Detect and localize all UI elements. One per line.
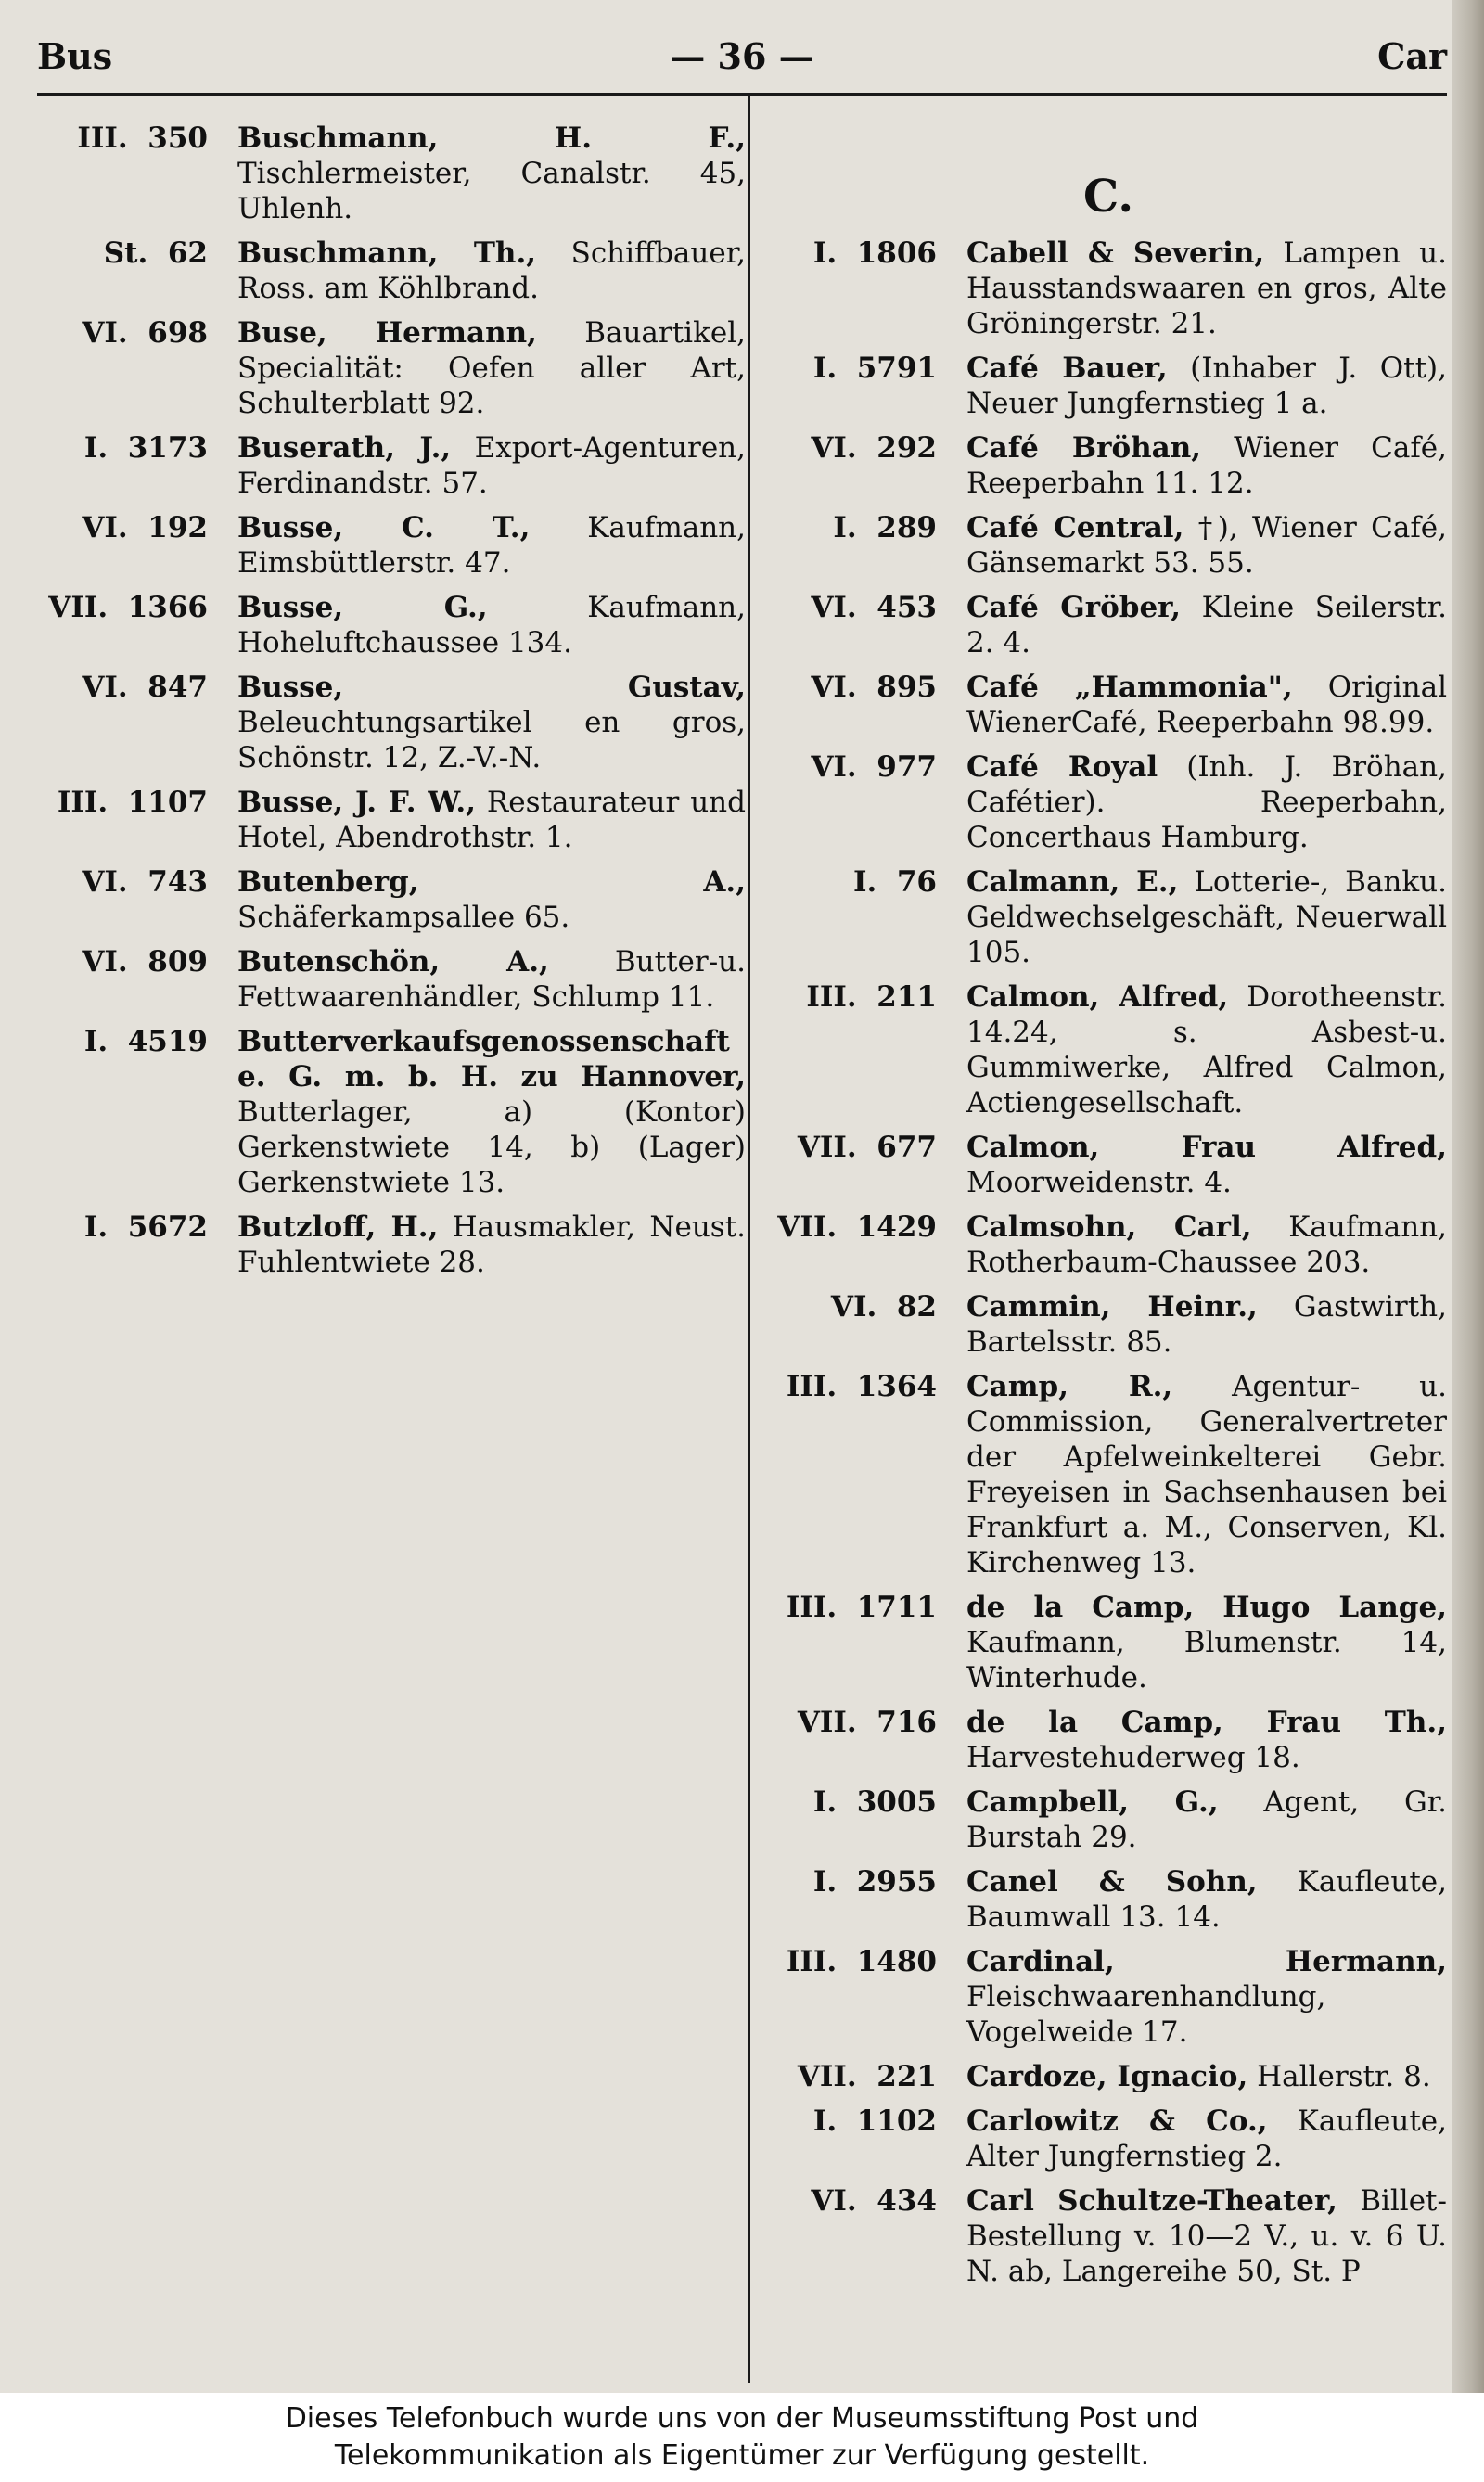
phone-number: 3173 xyxy=(127,431,208,465)
directory-entry xyxy=(770,979,1447,1120)
subscriber-name: Cardinal, Hermann, xyxy=(966,1945,1447,1978)
exchange-and-number xyxy=(770,670,937,705)
phone-number: 1366 xyxy=(127,591,208,624)
exchange-class: VI. xyxy=(830,1290,877,1324)
entry-text xyxy=(237,944,746,1015)
subscriber-name: Calmon, Alfred, xyxy=(966,980,1229,1014)
subscriber-details: Dorotheenstr. 14.24, s. Asbest-u. Gummiwerke, Alfred Calmon, Actiengesellschaft. xyxy=(966,980,1447,1119)
phone-number: 292 xyxy=(876,431,937,465)
subscriber-name: Carl Schultze-Theater, xyxy=(966,2184,1337,2218)
subscriber-details: Harvestehuderweg 18. xyxy=(966,1741,1300,1774)
exchange-class: VI. xyxy=(82,865,128,899)
entry-text xyxy=(966,510,1447,581)
exchange-and-number xyxy=(770,864,937,900)
phone-number: 4519 xyxy=(127,1025,208,1058)
entry-text xyxy=(237,315,746,421)
exchange-and-number xyxy=(41,864,208,900)
directory-entry xyxy=(770,430,1447,501)
subscriber-details: †), Wiener Café, Gänsemarkt 53. 55. xyxy=(966,511,1447,580)
exchange-class: III. xyxy=(806,980,857,1014)
page-header xyxy=(37,35,1447,91)
directory-entry xyxy=(770,2104,1447,2174)
entry-text xyxy=(966,749,1447,855)
subscriber-details: Kaufmann, Rotherbaum-Chaussee 203. xyxy=(966,1210,1447,1279)
phone-number: 809 xyxy=(147,945,208,979)
entry-text xyxy=(966,236,1447,341)
entry-text xyxy=(966,2059,1447,2094)
directory-entry xyxy=(770,1864,1447,1935)
entry-text xyxy=(966,1785,1447,1855)
entry-text xyxy=(966,590,1447,660)
directory-entry xyxy=(770,351,1447,421)
subscriber-details: Lampen u. Hausstandswaaren en gros, Alte Gröningerstr. 21. xyxy=(966,237,1447,340)
exchange-class: I. xyxy=(812,237,838,270)
directory-entry xyxy=(41,315,746,421)
exchange-class: VI. xyxy=(811,2184,857,2218)
directory-entry xyxy=(770,864,1447,970)
subscriber-details: Restaurateur und Hotel, Abendrothstr. 1. xyxy=(237,786,746,854)
exchange-and-number xyxy=(770,2104,937,2139)
directory-entry xyxy=(770,1590,1447,1695)
subscriber-name: Calmsohn, Carl, xyxy=(966,1210,1252,1244)
subscriber-details: Hallerstr. 8. xyxy=(1257,2060,1431,2093)
entry-text xyxy=(237,430,746,501)
page-number: — 36 — xyxy=(670,35,814,77)
directory-entry xyxy=(41,670,746,775)
subscriber-name: Busse, J. F. W., xyxy=(237,786,476,819)
entry-text xyxy=(237,510,746,581)
subscriber-details: Kaufmann, Eimsbüttlerstr. 47. xyxy=(237,511,746,580)
exchange-class: VI. xyxy=(82,511,128,544)
exchange-and-number xyxy=(770,1705,937,1740)
exchange-class: III. xyxy=(786,1591,838,1624)
phone-number: 1102 xyxy=(856,2105,937,2138)
exchange-class: VII. xyxy=(797,2060,857,2093)
subscriber-name: de la Camp, Frau Th., xyxy=(966,1706,1447,1739)
exchange-and-number xyxy=(41,670,208,705)
exchange-and-number xyxy=(770,2183,937,2219)
exchange-and-number xyxy=(41,236,208,271)
directory-entry xyxy=(41,510,746,581)
attribution-footer xyxy=(0,2393,1484,2482)
directory-entry xyxy=(770,749,1447,855)
exchange-class: I. xyxy=(852,865,877,899)
directory-entry xyxy=(770,670,1447,740)
phone-number: 350 xyxy=(147,122,208,155)
subscriber-details: Wiener Café, Reeperbahn 11. 12. xyxy=(966,431,1448,500)
phone-number: 1429 xyxy=(856,1210,937,1244)
directory-entry xyxy=(41,236,746,306)
exchange-class: I. xyxy=(833,511,857,544)
entry-text xyxy=(237,590,746,660)
entry-text xyxy=(966,351,1447,421)
subscriber-details: Lotterie-, Banku. Geldwechselgeschäft, Neuerwall 105. xyxy=(966,865,1447,969)
subscriber-name: Cammin, Heinr., xyxy=(966,1290,1258,1324)
exchange-and-number xyxy=(770,510,937,545)
directory-entry xyxy=(770,2059,1447,2094)
directory-entry xyxy=(41,864,746,935)
entry-text xyxy=(966,1590,1447,1695)
exchange-and-number xyxy=(770,1590,937,1625)
subscriber-name: Campbell, G., xyxy=(966,1785,1219,1819)
entry-text xyxy=(966,670,1447,740)
phone-number: 5791 xyxy=(856,352,937,385)
exchange-and-number xyxy=(770,1130,937,1165)
phone-number: 677 xyxy=(876,1131,937,1164)
phone-number: 434 xyxy=(876,2184,937,2218)
subscriber-details: Butter-u. Fettwaarenhändler, Schlump 11. xyxy=(237,945,746,1014)
exchange-and-number xyxy=(41,315,208,351)
exchange-class: III. xyxy=(786,1370,838,1403)
subscriber-details: (Inh. J. Bröhan, Cafétier). Reeperbahn, Concerthaus Hamburg. xyxy=(966,750,1447,854)
phone-number: 221 xyxy=(876,2060,937,2093)
phone-number: 192 xyxy=(147,511,208,544)
phone-number: 698 xyxy=(147,316,208,350)
section-letter: C. xyxy=(1082,171,1134,223)
exchange-class: VI. xyxy=(82,945,128,979)
subscriber-name: Camp, R., xyxy=(966,1370,1173,1403)
exchange-and-number xyxy=(41,590,208,625)
subscriber-name: Buschmann, Th., xyxy=(237,237,537,270)
subscriber-details: Schiffbauer, Ross. am Köhlbrand. xyxy=(237,237,746,305)
directory-entry xyxy=(41,944,746,1015)
phone-number: 62 xyxy=(167,237,208,270)
directory-entry xyxy=(41,1209,746,1280)
phone-number: 76 xyxy=(896,865,937,899)
entry-text xyxy=(237,785,746,855)
exchange-and-number xyxy=(41,121,208,156)
phone-number: 977 xyxy=(876,750,937,784)
phone-number: 847 xyxy=(147,671,208,704)
exchange-and-number xyxy=(41,1209,208,1245)
exchange-class: III. xyxy=(57,786,109,819)
exchange-and-number xyxy=(41,785,208,820)
exchange-and-number xyxy=(770,2059,937,2094)
footer-line-1: Dieses Telefonbuch wurde uns von der Museumsstiftung Post und xyxy=(285,2402,1199,2435)
entry-text xyxy=(237,1024,746,1200)
directory-entry xyxy=(41,785,746,855)
subscriber-name: Buserath, J., xyxy=(237,431,452,465)
subscriber-details: Agent, Gr. Burstah 29. xyxy=(966,1785,1447,1854)
exchange-and-number xyxy=(770,1785,937,1820)
exchange-class: III. xyxy=(786,1945,838,1978)
directory-entry xyxy=(770,1944,1447,2050)
directory-entry xyxy=(41,121,746,226)
subscriber-details: Kaufmann, Hoheluftchaussee 134. xyxy=(237,591,746,659)
subscriber-name: Butzloff, H., xyxy=(237,1210,439,1244)
exchange-and-number xyxy=(41,944,208,979)
page-edge xyxy=(1452,0,1484,2393)
header-left-keyword: Bus xyxy=(37,35,113,77)
subscriber-details: Export-Agenturen, Ferdinandstr. 57. xyxy=(237,431,746,500)
exchange-class: I. xyxy=(812,2105,838,2138)
exchange-class: III. xyxy=(77,122,128,155)
exchange-class: VII. xyxy=(797,1706,857,1739)
subscriber-name: Busse, Gustav, xyxy=(237,671,746,704)
exchange-and-number xyxy=(770,351,937,386)
directory-entry xyxy=(770,1785,1447,1855)
exchange-class: I. xyxy=(812,1865,838,1899)
subscriber-name: Café „Hammonia", xyxy=(966,671,1293,704)
exchange-class: I. xyxy=(83,1210,109,1244)
exchange-and-number xyxy=(770,1369,937,1404)
subscriber-details: Kaufleute, Alter Jungfernstieg 2. xyxy=(966,2105,1447,2173)
subscriber-name: Calmann, E., xyxy=(966,865,1179,899)
directory-entry xyxy=(41,430,746,501)
subscriber-name: Calmon, Frau Alfred, xyxy=(966,1131,1447,1164)
subscriber-name: Busse, C. T., xyxy=(237,511,531,544)
subscriber-details: Gastwirth, Bartelsstr. 85. xyxy=(966,1290,1447,1359)
entry-text xyxy=(966,1289,1447,1360)
directory-entry xyxy=(770,236,1447,341)
entry-text xyxy=(966,1864,1447,1935)
phone-number: 2955 xyxy=(856,1865,937,1899)
subscriber-details: Bauartikel, Specialität: Oefen aller Art, Schulterblatt 92. xyxy=(237,316,746,420)
header-rule xyxy=(37,93,1447,96)
exchange-and-number xyxy=(770,1209,937,1245)
phone-number: 453 xyxy=(876,591,937,624)
entry-text xyxy=(237,121,746,226)
exchange-and-number xyxy=(41,430,208,466)
subscriber-name: Café Central, xyxy=(966,511,1184,544)
subscriber-name: Buse, Hermann, xyxy=(237,316,537,350)
exchange-and-number xyxy=(770,749,937,785)
phone-number: 743 xyxy=(147,865,208,899)
subscriber-name: Café Bauer, xyxy=(966,352,1168,385)
directory-entry xyxy=(770,1705,1447,1775)
exchange-class: VI. xyxy=(82,671,128,704)
exchange-class: VI. xyxy=(82,316,128,350)
subscriber-name: Café Royal xyxy=(966,750,1158,784)
entry-text xyxy=(966,430,1447,501)
subscriber-details: (Inhaber J. Ott), Neuer Jungfernstieg 1 a. xyxy=(966,352,1448,420)
subscriber-name: Cabell & Severin, xyxy=(966,237,1265,270)
exchange-class: I. xyxy=(812,352,838,385)
entry-text xyxy=(237,1209,746,1280)
subscriber-details: Beleuchtungsartikel en gros, Schönstr. 12, Z.-V.-N. xyxy=(237,706,746,774)
subscriber-name: Busse, G., xyxy=(237,591,488,624)
directory-entry xyxy=(770,1209,1447,1280)
subscriber-name: Café Gröber, xyxy=(966,591,1182,624)
subscriber-details: Billet-Bestellung v. 10—2 V., u. v. 6 U. N. ab, Langereihe 50, St. P xyxy=(966,2184,1447,2288)
phone-number: 82 xyxy=(896,1290,937,1324)
header-right-keyword: Car xyxy=(1377,35,1447,77)
exchange-and-number xyxy=(770,1944,937,1979)
footer-line-2: Telekommunikation als Eigentümer zur Verfügung gestellt. xyxy=(334,2439,1150,2472)
entry-text xyxy=(966,1209,1447,1280)
directory-entry xyxy=(770,590,1447,660)
exchange-and-number xyxy=(41,510,208,545)
exchange-class: VI. xyxy=(811,431,857,465)
phone-number: 895 xyxy=(876,671,937,704)
subscriber-details: Agentur- u. Commission, Generalvertreter der Apfelweinkelterei Gebr. Freyeisen in Sachsenhausen bei Frankfurt a. M., Conserven, Kl. Kirchenweg 13. xyxy=(966,1370,1448,1580)
subscriber-name: de la Camp, Hugo Lange, xyxy=(966,1591,1447,1624)
entry-text xyxy=(966,1705,1447,1775)
phone-number: 211 xyxy=(876,980,937,1014)
subscriber-name: Butenberg, A., xyxy=(237,865,746,899)
exchange-class: VI. xyxy=(811,591,857,624)
subscriber-details: Schäferkampsallee 65. xyxy=(237,901,570,934)
phone-number: 716 xyxy=(876,1706,937,1739)
subscriber-details: Butterlager, a) (Kontor) Gerkenstwiete 14, b) (Lager) Gerkenstwiete 13. xyxy=(237,1095,746,1199)
exchange-and-number xyxy=(770,236,937,271)
subscriber-details: Fleischwaarenhandlung, Vogelweide 17. xyxy=(966,1980,1326,2049)
exchange-class: I. xyxy=(812,1785,838,1819)
directory-entry xyxy=(770,510,1447,581)
exchange-and-number xyxy=(770,1864,937,1900)
exchange-and-number xyxy=(770,979,937,1015)
subscriber-name: Butenschön, A., xyxy=(237,945,549,979)
phone-number: 3005 xyxy=(856,1785,937,1819)
exchange-and-number xyxy=(41,1024,208,1059)
entry-text xyxy=(966,2183,1447,2289)
directory-entry xyxy=(41,590,746,660)
exchange-class: VII. xyxy=(48,591,109,624)
subscriber-details: Kaufmann, Blumenstr. 14, Winterhude. xyxy=(966,1626,1447,1695)
phone-number: 1364 xyxy=(856,1370,937,1403)
entry-text xyxy=(966,1369,1447,1580)
phone-number: 1480 xyxy=(856,1945,937,1978)
entry-text xyxy=(237,864,746,935)
subscriber-name: Carlowitz & Co., xyxy=(966,2105,1268,2138)
subscriber-details: Original WienerCafé, Reeperbahn 98.99. xyxy=(966,671,1447,739)
subscriber-details: Moorweidenstr. 4. xyxy=(966,1166,1232,1199)
left-column xyxy=(41,121,746,1289)
right-column xyxy=(770,121,1447,2298)
exchange-class: I. xyxy=(83,431,109,465)
entry-text xyxy=(237,236,746,306)
subscriber-name: Café Bröhan, xyxy=(966,431,1202,465)
phone-number: 5672 xyxy=(127,1210,208,1244)
exchange-class: VI. xyxy=(811,750,857,784)
exchange-and-number xyxy=(770,1289,937,1324)
directory-entry xyxy=(41,1024,746,1200)
directory-entry xyxy=(770,1369,1447,1580)
column-divider xyxy=(748,96,750,2383)
subscriber-details: Kleine Seilerstr. 2. 4. xyxy=(966,591,1447,659)
phone-number: 289 xyxy=(876,511,937,544)
subscriber-details: Kaufleute, Baumwall 13. 14. xyxy=(966,1865,1447,1934)
subscriber-name: Canel & Sohn, xyxy=(966,1865,1258,1899)
exchange-class: St. xyxy=(103,237,148,270)
entry-text xyxy=(237,670,746,775)
phone-number: 1107 xyxy=(127,786,208,819)
directory-entry xyxy=(770,2183,1447,2289)
subscriber-name: Cardoze, Ignacio, xyxy=(966,2060,1248,2093)
exchange-class: VII. xyxy=(797,1131,857,1164)
exchange-class: VII. xyxy=(777,1210,838,1244)
subscriber-name: Buschmann, H. F., xyxy=(237,122,746,155)
entry-text xyxy=(966,2104,1447,2174)
exchange-and-number xyxy=(770,430,937,466)
exchange-class: VI. xyxy=(811,671,857,704)
right-entries xyxy=(770,236,1447,2289)
phone-number: 1711 xyxy=(856,1591,937,1624)
phone-number: 1806 xyxy=(856,237,937,270)
subscriber-details: Tischlermeister, Canalstr. 45, Uhlenh. xyxy=(237,157,746,225)
entry-text xyxy=(966,1944,1447,2050)
entry-text xyxy=(966,979,1447,1120)
entry-text xyxy=(966,864,1447,970)
subscriber-name: Butterverkaufsgenossenschaft e. G. m. b. H. zu Hannover, xyxy=(237,1025,746,1094)
directory-entry xyxy=(770,1289,1447,1360)
entry-text xyxy=(966,1130,1447,1200)
exchange-and-number xyxy=(770,590,937,625)
directory-entry xyxy=(770,1130,1447,1200)
exchange-class: I. xyxy=(83,1025,109,1058)
subscriber-details: Hausmakler, Neust. Fuhlentwiete 28. xyxy=(237,1210,747,1279)
